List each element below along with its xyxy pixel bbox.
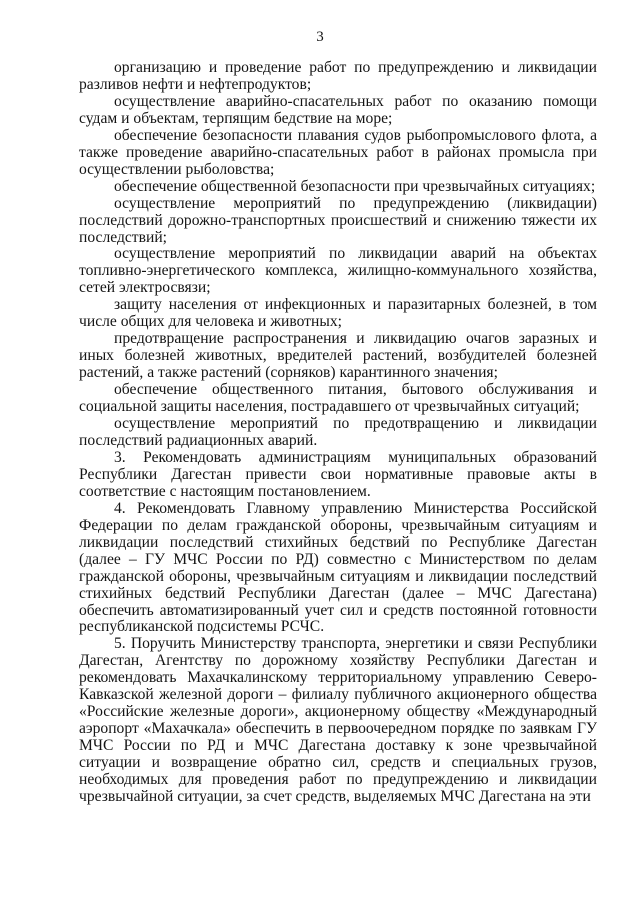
paragraph: обеспечение общественного питания, бытового обслуживания и социальной защиты населения, пострадавшего от чрезвычайных ситуаций;	[79, 381, 597, 416]
document-body	[79, 60, 597, 806]
paragraph-item-3: 3. Рекомендовать администрациям муниципальных образований Республики Дагестан привести свои нормативные правовые акты в соответствие с настоящим постановлением.	[79, 448, 597, 500]
paragraph-item-5: 5. Поручить Министерству транспорта, энергетики и связи Республики Дагестан, Агентству по дорожному хозяйству Республики Дагестан и рекомендовать Махачкалинскому территориальному управлению Северо-Кавказской железной дороги – филиалу публичного акционерного общества «Российские железные дороги», акционерному обществу «Международный аэропорт «Махачкала» обеспечить в первоочередном порядке по заявкам ГУ МЧС России по РД и МЧС Дагестана доставку к зоне чрезвычайной ситуации и возвращение обратно сил, средств и специальных грузов, необходимых для проведения работ по предупреждению и ликвидации чрезвычайной ситуации, за счет средств, выделяемых МЧС Дагестана на эти	[79, 635, 597, 805]
paragraph: защиту населения от инфекционных и паразитарных болезней, в том числе общих для человека и животных;	[79, 296, 597, 331]
paragraph: обеспечение безопасности плавания судов рыбопромыслового флота, а также проведение аварийно-спасательных работ в районах промысла при осуществлении рыболовства;	[79, 126, 597, 178]
paragraph: осуществление мероприятий по ликвидации аварий на объектах топливно-энергетического комплекса, жилищно-коммунального хозяйства, сетей электросвязи;	[79, 245, 597, 297]
paragraph: осуществление мероприятий по предотвращению и ликвидации последствий радиационных аварий.	[79, 415, 597, 449]
paragraph: осуществление аварийно-спасательных работ по оказанию помощи судам и объектам, терпящим бедствие на море;	[79, 92, 597, 127]
paragraph: предотвращение распространения и ликвидацию очагов заразных и иных болезней животных, вредителей растений, возбудителей болезней растений, а также растений (сорняков) карантинного значения;	[79, 330, 597, 382]
paragraph: организацию и проведение работ по предупреждению и ликвидации разливов нефти и нефтепродуктов;	[79, 59, 597, 93]
paragraph-item-4: 4. Рекомендовать Главному управлению Министерства Российской Федерации по делам гражданской обороны, чрезвычайным ситуациям и ликвидации последствий стихийных бедствий по Республике Дагестан (далее – ГУ МЧС России по РД) совместно с Министерством по делам гражданской обороны, чрезвычайным ситуациям и ликвидации последствий стихийных бедствий Республики Дагестан (далее – МЧС Дагестана) обеспечить автоматизированный учет сил и средств постоянной готовности республиканской подсистемы РСЧС.	[79, 499, 597, 636]
paragraph: обеспечение общественной безопасности при чрезвычайных ситуациях;	[114, 177, 596, 195]
page-number: 3	[316, 29, 324, 45]
paragraph: осуществление мероприятий по предупреждению (ликвидации) последствий дорожно-транспортных происшествий и снижению тяжести их последствий;	[79, 194, 597, 246]
